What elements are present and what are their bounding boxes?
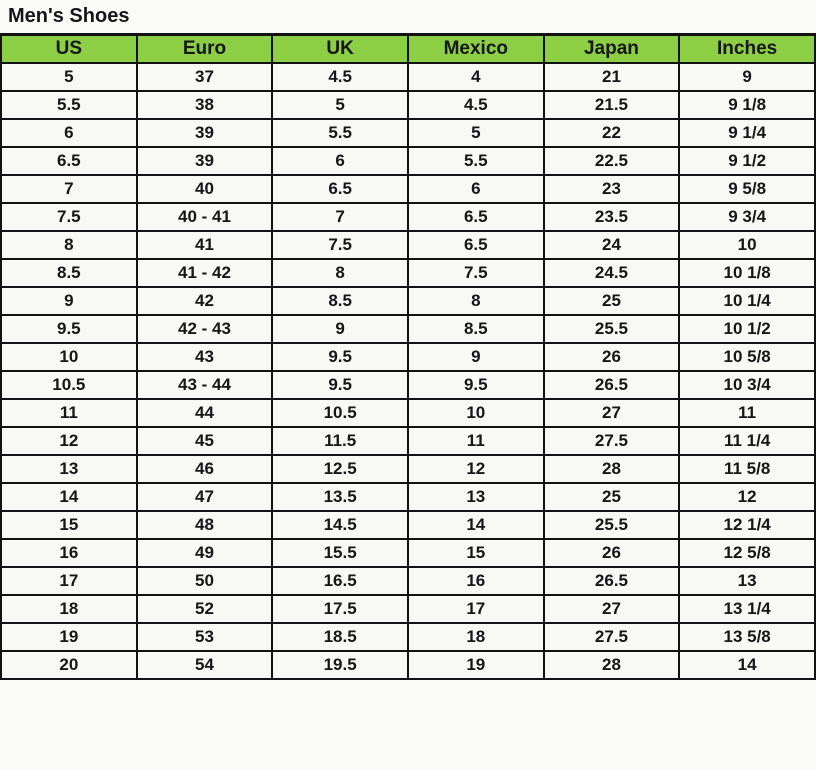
size-cell: 10 1/4: [679, 287, 815, 315]
size-cell: 9.5: [408, 371, 544, 399]
size-cell: 38: [137, 91, 273, 119]
size-cell: 4.5: [272, 63, 408, 91]
size-cell: 10 1/8: [679, 259, 815, 287]
table-row: [1, 399, 815, 427]
size-table-body: [1, 63, 815, 679]
size-cell: 14: [1, 483, 137, 511]
size-cell: 45: [137, 427, 273, 455]
table-row: [1, 287, 815, 315]
size-cell: 15: [1, 511, 137, 539]
size-cell: 27: [544, 399, 680, 427]
size-cell: 37: [137, 63, 273, 91]
table-row: [1, 315, 815, 343]
size-cell: 9: [679, 63, 815, 91]
table-row: [1, 91, 815, 119]
size-cell: 25.5: [544, 511, 680, 539]
size-cell: 42: [137, 287, 273, 315]
size-cell: 23.5: [544, 203, 680, 231]
size-cell: 8: [1, 231, 137, 259]
size-cell: 7: [272, 203, 408, 231]
size-cell: 18: [408, 623, 544, 651]
size-cell: 8: [272, 259, 408, 287]
size-cell: 53: [137, 623, 273, 651]
column-header-mexico: Mexico: [408, 35, 544, 64]
size-cell: 16.5: [272, 567, 408, 595]
size-cell: 50: [137, 567, 273, 595]
size-cell: 8.5: [408, 315, 544, 343]
size-cell: 9.5: [1, 315, 137, 343]
table-row: [1, 259, 815, 287]
size-cell: 9: [272, 315, 408, 343]
size-cell: 41: [137, 231, 273, 259]
column-header-inches: Inches: [679, 35, 815, 64]
size-cell: 19.5: [272, 651, 408, 679]
size-cell: 6: [408, 175, 544, 203]
size-cell: 20: [1, 651, 137, 679]
size-conversion-table: [0, 33, 816, 680]
size-cell: 43 - 44: [137, 371, 273, 399]
size-cell: 7.5: [272, 231, 408, 259]
size-cell: 24.5: [544, 259, 680, 287]
size-cell: 24: [544, 231, 680, 259]
size-cell: 8.5: [1, 259, 137, 287]
size-cell: 10.5: [1, 371, 137, 399]
table-row: [1, 427, 815, 455]
size-cell: 23: [544, 175, 680, 203]
size-cell: 9: [408, 343, 544, 371]
size-cell: 13 1/4: [679, 595, 815, 623]
size-cell: 13: [408, 483, 544, 511]
size-cell: 4: [408, 63, 544, 91]
size-cell: 52: [137, 595, 273, 623]
size-cell: 10 3/4: [679, 371, 815, 399]
size-cell: 14: [408, 511, 544, 539]
size-cell: 40: [137, 175, 273, 203]
size-cell: 18.5: [272, 623, 408, 651]
size-cell: 7.5: [408, 259, 544, 287]
size-cell: 13: [1, 455, 137, 483]
size-cell: 10: [408, 399, 544, 427]
size-cell: 14: [679, 651, 815, 679]
table-row: [1, 511, 815, 539]
table-row: [1, 595, 815, 623]
table-row: [1, 119, 815, 147]
size-cell: 15.5: [272, 539, 408, 567]
size-cell: 12 1/4: [679, 511, 815, 539]
column-header-us: US: [1, 35, 137, 64]
size-cell: 44: [137, 399, 273, 427]
size-cell: 7: [1, 175, 137, 203]
size-cell: 22.5: [544, 147, 680, 175]
size-cell: 11.5: [272, 427, 408, 455]
size-cell: 10 5/8: [679, 343, 815, 371]
size-cell: 40 - 41: [137, 203, 273, 231]
column-header-japan: Japan: [544, 35, 680, 64]
size-cell: 11 1/4: [679, 427, 815, 455]
table-row: [1, 623, 815, 651]
size-cell: 16: [1, 539, 137, 567]
page-title: Men's Shoes: [8, 5, 130, 27]
size-cell: 11: [1, 399, 137, 427]
size-cell: 5: [408, 119, 544, 147]
size-cell: 39: [137, 119, 273, 147]
column-header-uk: UK: [272, 35, 408, 64]
size-cell: 18: [1, 595, 137, 623]
size-cell: 10: [1, 343, 137, 371]
size-cell: 17: [408, 595, 544, 623]
size-cell: 10: [679, 231, 815, 259]
size-cell: 21: [544, 63, 680, 91]
size-cell: 12: [408, 455, 544, 483]
size-cell: 7.5: [1, 203, 137, 231]
size-cell: 21.5: [544, 91, 680, 119]
table-row: [1, 343, 815, 371]
size-cell: 11: [408, 427, 544, 455]
size-cell: 11: [679, 399, 815, 427]
size-cell: 10.5: [272, 399, 408, 427]
size-cell: 9 3/4: [679, 203, 815, 231]
size-cell: 25.5: [544, 315, 680, 343]
size-cell: 6: [272, 147, 408, 175]
table-row: [1, 371, 815, 399]
size-cell: 6.5: [272, 175, 408, 203]
size-cell: 5.5: [408, 147, 544, 175]
table-row: [1, 539, 815, 567]
size-cell: 26.5: [544, 371, 680, 399]
size-cell: 43: [137, 343, 273, 371]
table-row: [1, 63, 815, 91]
size-cell: 54: [137, 651, 273, 679]
size-cell: 25: [544, 287, 680, 315]
size-cell: 27.5: [544, 623, 680, 651]
size-cell: 22: [544, 119, 680, 147]
size-cell: 8: [408, 287, 544, 315]
size-cell: 28: [544, 651, 680, 679]
size-cell: 26: [544, 343, 680, 371]
size-cell: 12.5: [272, 455, 408, 483]
size-cell: 13 5/8: [679, 623, 815, 651]
table-row: [1, 651, 815, 679]
size-cell: 12 5/8: [679, 539, 815, 567]
table-row: [1, 483, 815, 511]
table-row: [1, 147, 815, 175]
size-cell: 5.5: [1, 91, 137, 119]
size-cell: 5: [272, 91, 408, 119]
size-cell: 48: [137, 511, 273, 539]
size-cell: 9 1/2: [679, 147, 815, 175]
size-cell: 13.5: [272, 483, 408, 511]
size-cell: 15: [408, 539, 544, 567]
size-cell: 17.5: [272, 595, 408, 623]
size-cell: 47: [137, 483, 273, 511]
size-cell: 6.5: [408, 203, 544, 231]
size-cell: 6.5: [408, 231, 544, 259]
size-cell: 9 1/8: [679, 91, 815, 119]
size-cell: 16: [408, 567, 544, 595]
size-cell: 27: [544, 595, 680, 623]
size-cell: 9: [1, 287, 137, 315]
size-cell: 14.5: [272, 511, 408, 539]
table-row: [1, 203, 815, 231]
size-cell: 8.5: [272, 287, 408, 315]
size-cell: 9 5/8: [679, 175, 815, 203]
column-header-euro: Euro: [137, 35, 273, 64]
size-cell: 6.5: [1, 147, 137, 175]
table-row: [1, 175, 815, 203]
size-cell: 46: [137, 455, 273, 483]
size-cell: 49: [137, 539, 273, 567]
table-header: [1, 35, 815, 64]
size-cell: 13: [679, 567, 815, 595]
size-cell: 10 1/2: [679, 315, 815, 343]
size-cell: 26.5: [544, 567, 680, 595]
size-cell: 39: [137, 147, 273, 175]
size-cell: 28: [544, 455, 680, 483]
size-cell: 5.5: [272, 119, 408, 147]
size-cell: 5: [1, 63, 137, 91]
size-cell: 12: [1, 427, 137, 455]
size-cell: 9 1/4: [679, 119, 815, 147]
table-row: [1, 567, 815, 595]
size-cell: 25: [544, 483, 680, 511]
size-cell: 4.5: [408, 91, 544, 119]
header-row: [1, 35, 815, 64]
size-cell: 19: [1, 623, 137, 651]
size-cell: 17: [1, 567, 137, 595]
size-cell: 27.5: [544, 427, 680, 455]
table-row: [1, 231, 815, 259]
size-cell: 42 - 43: [137, 315, 273, 343]
size-cell: 6: [1, 119, 137, 147]
size-cell: 11 5/8: [679, 455, 815, 483]
size-cell: 26: [544, 539, 680, 567]
size-cell: 12: [679, 483, 815, 511]
size-cell: 19: [408, 651, 544, 679]
size-cell: 41 - 42: [137, 259, 273, 287]
size-cell: 9.5: [272, 371, 408, 399]
size-cell: 9.5: [272, 343, 408, 371]
table-row: [1, 455, 815, 483]
